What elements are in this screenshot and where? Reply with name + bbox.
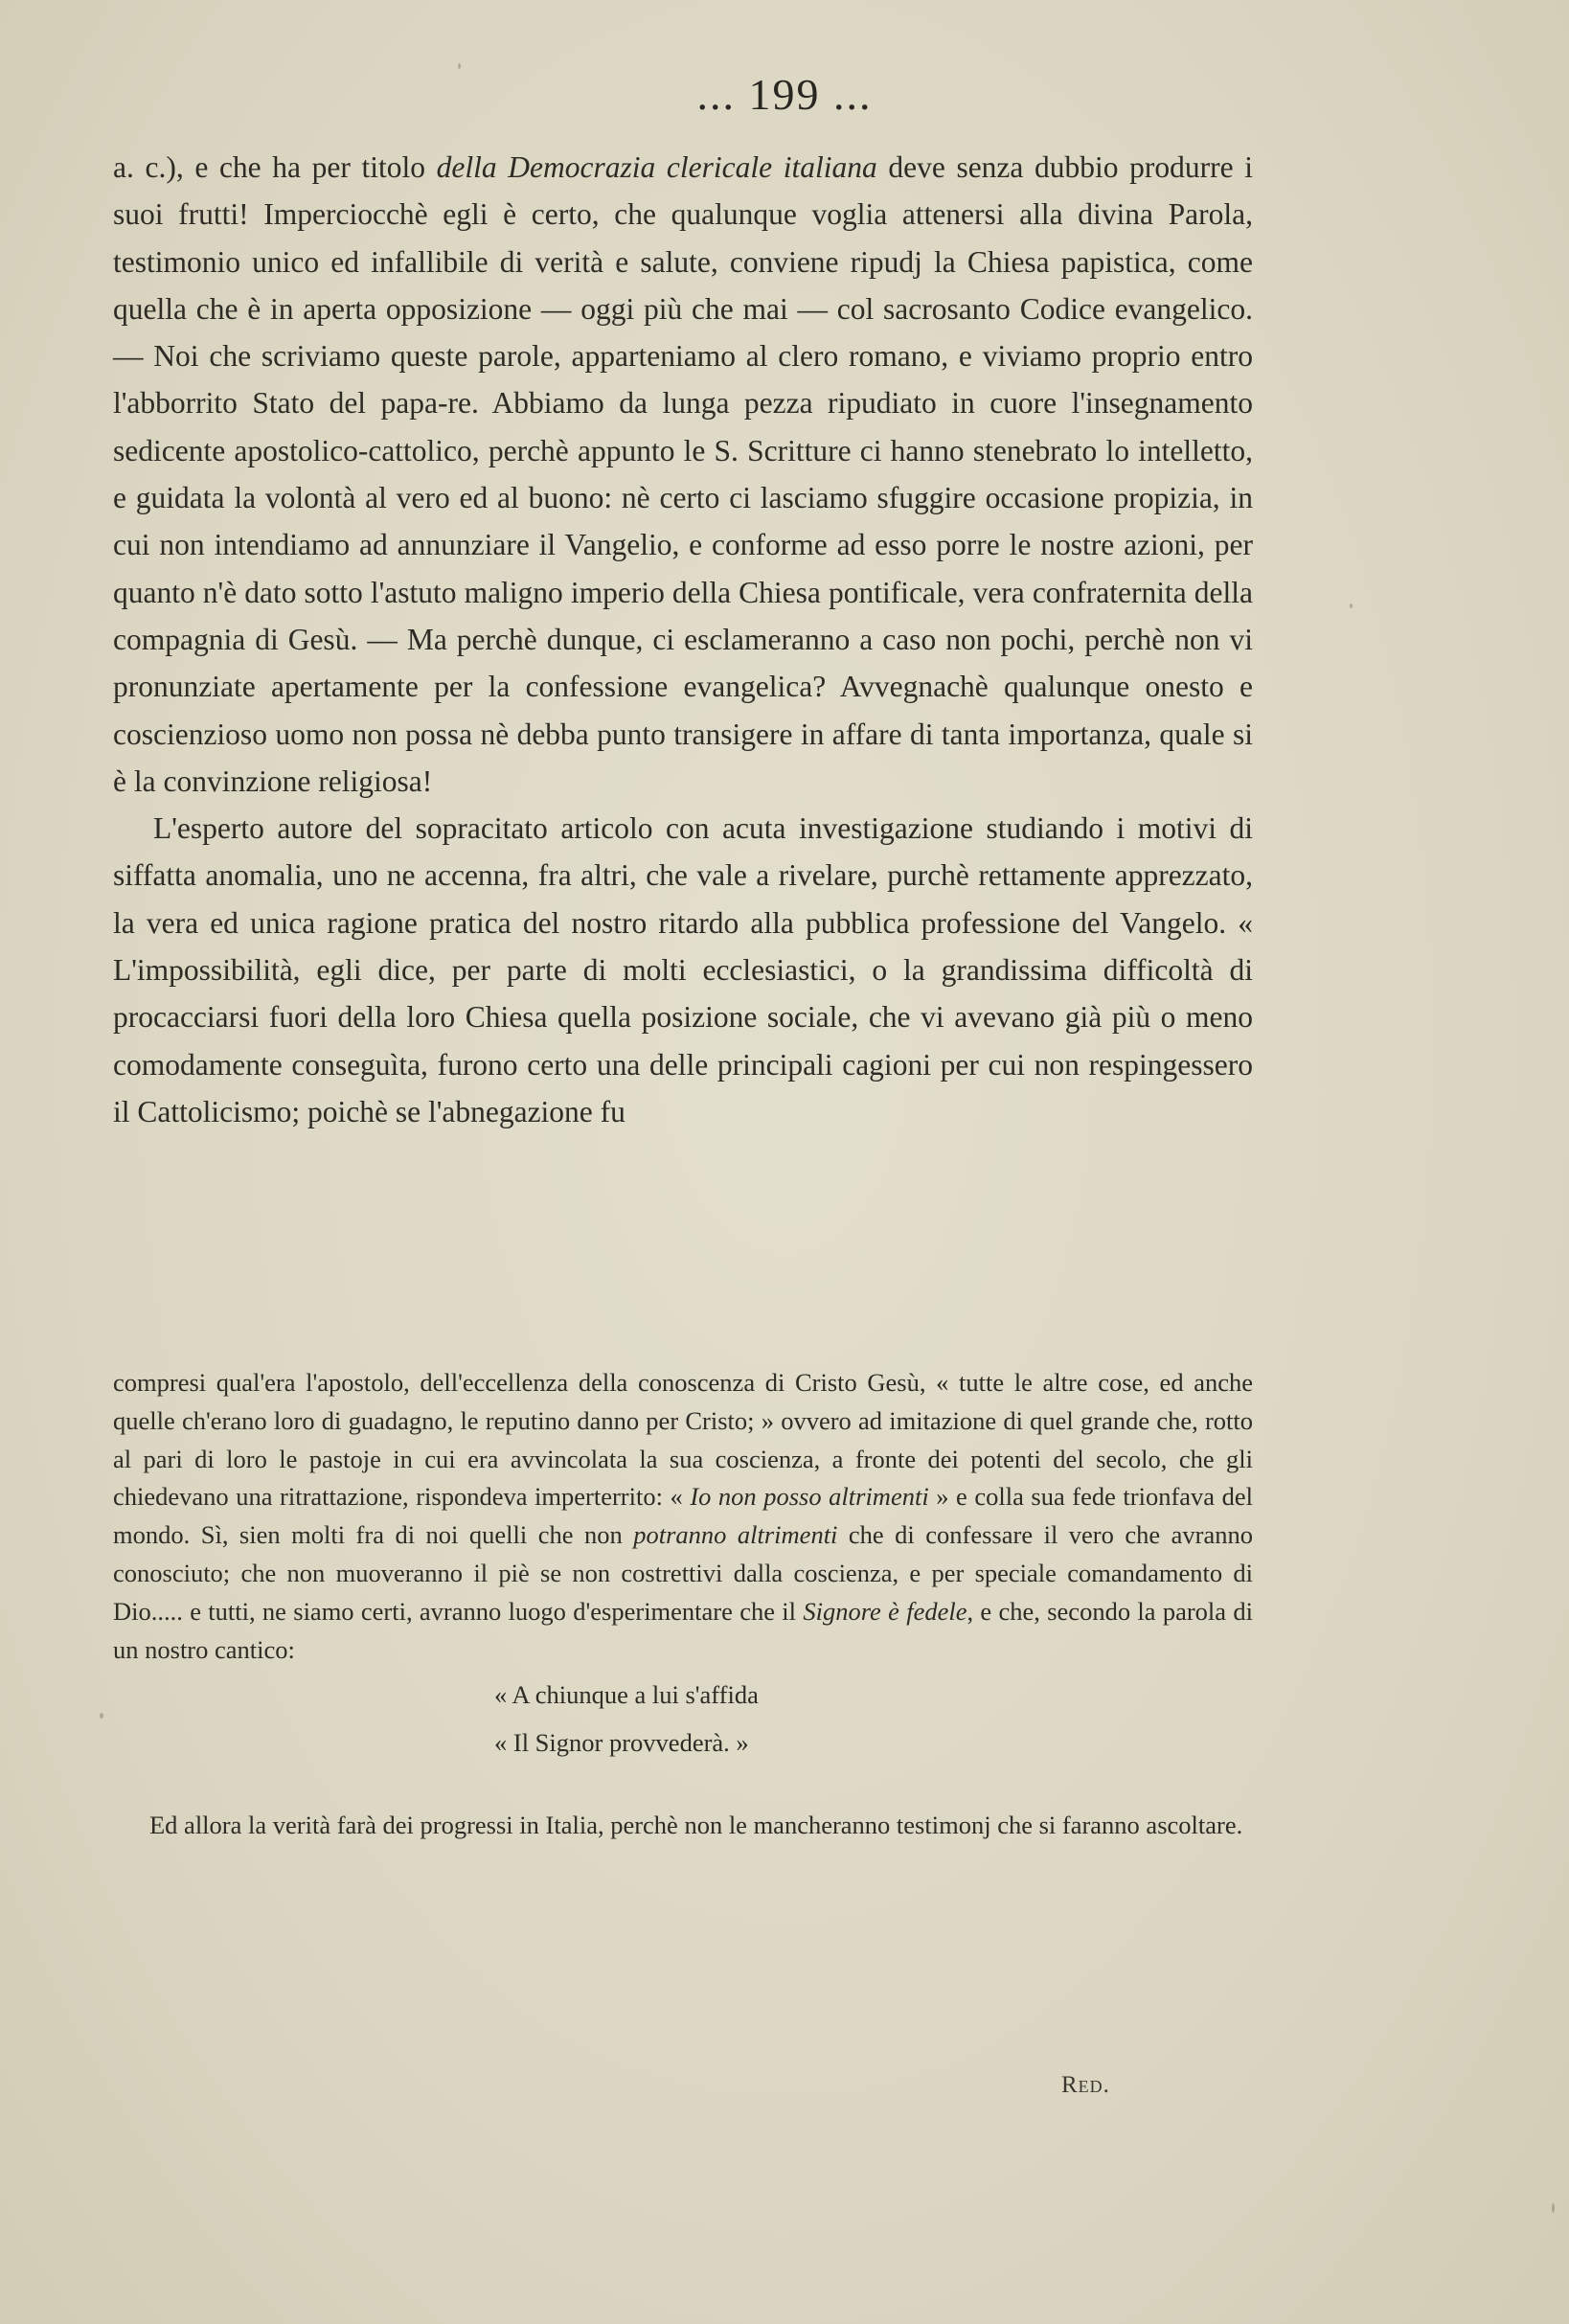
footnote-part-3: che di confessare il vero che avranno conosciuto; che non muoveranno il piè se non costrettivi dalla coscienza, e per speciale comandamento di Dio..... e tutti, ne siamo certi, avranno luogo d'esperimentare che il: [113, 1520, 1253, 1626]
paper-speck: [1552, 2203, 1555, 2213]
main-text: [113, 144, 1253, 1135]
paper-speck: [100, 1713, 103, 1719]
signature: Red.: [1061, 2072, 1110, 2098]
p1-text-start: a. c.), e che ha per titolo: [113, 150, 437, 184]
footnote-italic-3: Signore è fedele: [803, 1596, 967, 1626]
footnote-part-2: » e colla sua fede trionfava del mondo. Sì, sien molti fra di noi quelli che non: [113, 1482, 1253, 1550]
main-paragraph-1: [113, 144, 1253, 805]
p1-italic-title: della Democrazia clericale italiana: [436, 150, 877, 184]
paper-speck: [1350, 604, 1353, 608]
closing-paragraph: Ed allora la verità farà dei progressi in Italia, perchè non le mancheranno testimonj che si faranno ascoltare.: [149, 1811, 1243, 1840]
footnote-part-1: compresi qual'era l'apostolo, dell'eccellenza della conoscenza di Cristo Gesù, « tutte le altre cose, ed anche quelle ch'erano loro di guadagno, le reputino danno per Cristo; » ovvero ad imitazione di quel grande che, rotto al pari di loro le pastoje in cui era avvincolata la sua coscienza, a fronte dei potenti del secolo, che gli chiedevano una ritrattazione, rispondeva imperterrito: «: [113, 1368, 1253, 1512]
page-number: ... 199 ...: [696, 70, 873, 119]
main-paragraph-2: L'esperto autore del sopracitato articolo con acuta investigazione studiando i motivi di siffatta anomalia, uno ne accenna, fra altri, che vale a rivelare, purchè rettamente apprezzato, la vera ed unica ragione pratica del nostro ritardo alla pubblica professione del Vangelo. « L'impossibilità, egli dice, per parte di molti ecclesiastici, o la grandissima difficoltà di procacciarsi fuori della loro Chiesa quella posizione sociale, che vi avevano già più o meno comodamente conseguìta, furono certo una delle principali cagioni per cui non respingessero il Cattolicismo; poichè se l'abnegazione fu: [113, 811, 1253, 1128]
verse-line-2: « Il Signor provvederà. »: [494, 1728, 749, 1758]
verse-block: [113, 1671, 1253, 1766]
footnote-part-4: , e che, secondo la parola di un nostro cantico:: [113, 1596, 1253, 1664]
paper-speck: [458, 63, 461, 69]
footnote-paragraph: [113, 1364, 1253, 1669]
footnote: [113, 1364, 1253, 1845]
verse-line-1: « A chiunque a lui s'affida: [494, 1680, 759, 1710]
footnote-italic-2: potranno altrimenti: [633, 1520, 838, 1550]
footnote-italic-1: Io non posso altrimenti: [690, 1482, 929, 1512]
p1-text-rest: deve senza dubbio produrre i suoi frutti! Imperciocchè egli è certo, che qualunque voglia attenersi alla divina Parola, testimonio unico ed infallibile di verità e salute, conviene ripudj la Chiesa papistica, come quella che è in aperta opposizione — oggi più che mai — col sacrosanto Codice evangelico.— Noi che scriviamo queste parole, apparteniamo al clero romano, e viviamo proprio entro l'abborrito Stato del papa-re. Abbiamo da lunga pezza ripudiato in cuore l'insegnamento sedicente apostolico-cattolico, perchè appunto le S. Scritture ci hanno stenebrato lo intelletto, e guidata la volontà al vero ed al buono: nè certo ci lasciamo sfuggire occasione propizia, in cui non intendiamo ad annunziare il Vangelio, e conforme ad esso porre le nostre azioni, per quanto n'è dato sotto l'astuto maligno imperio della Chiesa pontificale, vera confraternita della compagnia di Gesù. — Ma perchè dunque, ci esclameranno a caso non pochi, perchè non vi pronunziate apertamente per la confessione evangelica? Avvegnachè qualunque onesto e coscienzioso uomo non possa nè debba punto transigere in affare di tanta importanza, quale si è la convinzione religiosa!: [113, 150, 1253, 798]
